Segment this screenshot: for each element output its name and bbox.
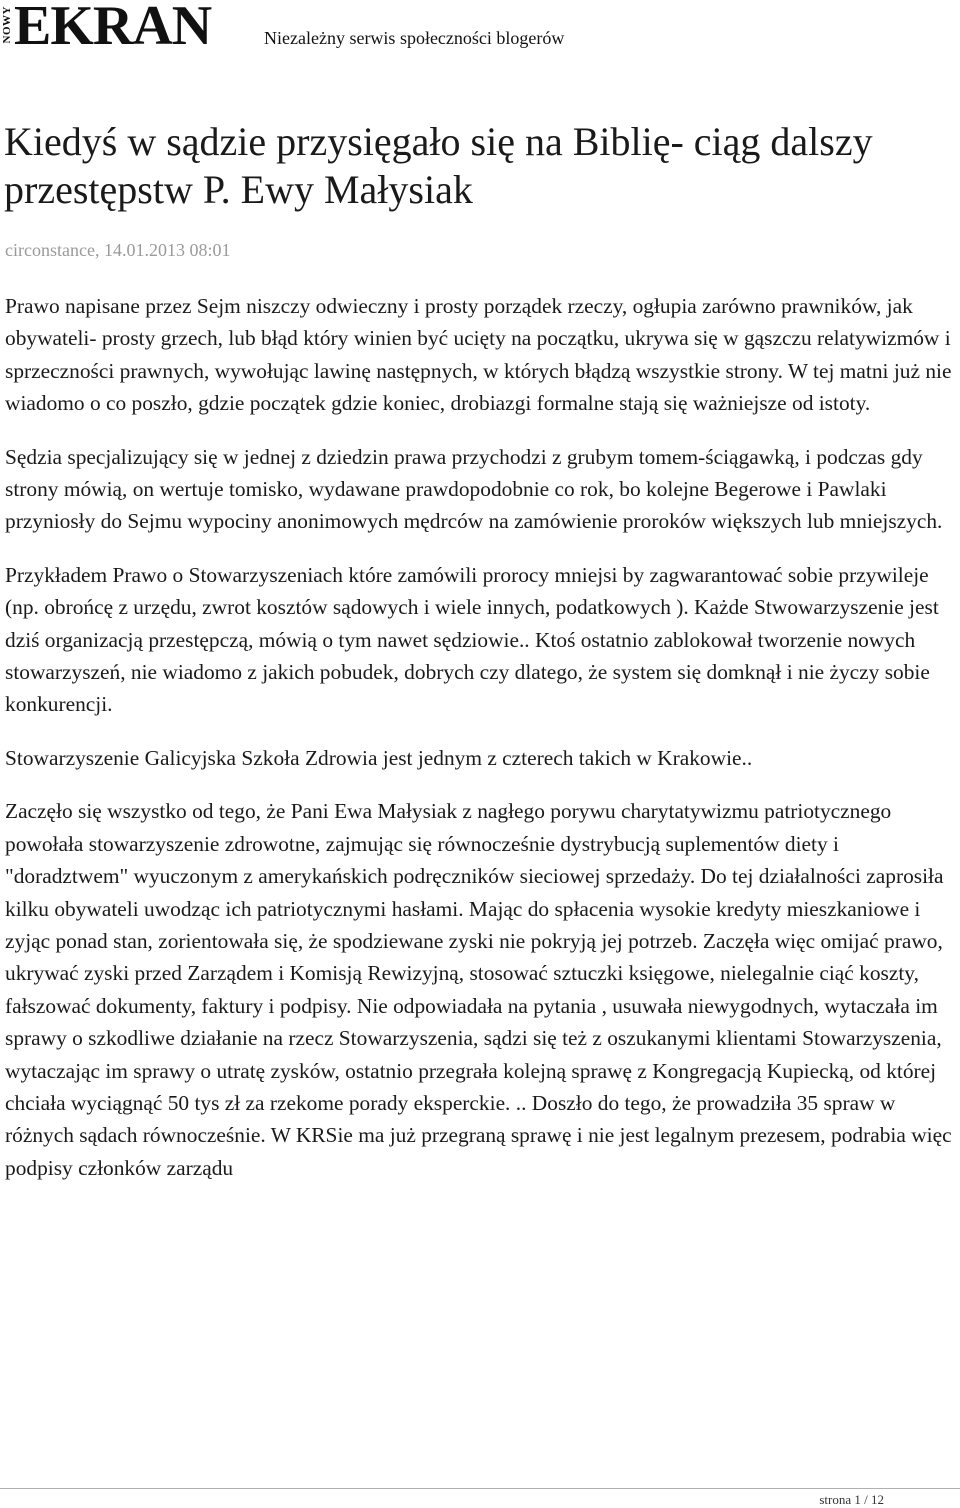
page-number: strona 1 / 12 (819, 1492, 884, 1507)
article-meta: circonstance, 14.01.2013 08:01 (5, 240, 231, 260)
site-logo[interactable] (1, 0, 212, 57)
article-paragraph: Sędzia specjalizujący się w jednej z dziedzin prawa przychodzi z grubym tomem-ściągawką, i podczas gdy strony mówią, on wertuje tomisko, wydawane prawdopodobnie co rok, bo kolejne Begerowe i Pawlaki przyniosły do Sejmu wypociny anonimowych mędrców na zamówienie proroków większych lub mniejszych. (5, 444, 943, 534)
article-paragraph: Prawo napisane przez Sejm niszczy odwieczny i prosty porządek rzeczy, ogłupia zarówno prawników, jak obywateli- prosty grzech, lub błąd który winien być ucięty na początku, ukrywa się w gąszczu relatywizmów i sprzeczności prawnych, wywołując lawinę następnych, w których błądzą wszystkie strony. W tej matni już nie wiadomo o co poszło, gdzie początek gdzie koniec, drobiazgi formalne stają się ważniejsze od istoty. (5, 294, 952, 416)
logo-main-text: EKRAN (14, 0, 212, 57)
logo-side-text: NOWY (1, 6, 13, 44)
article-paragraph: Stowarzyszenie Galicyjska Szkoła Zdrowia jest jednym z czterech takich w Krakowie.. (5, 745, 753, 770)
article-paragraph: Przykładem Prawo o Stowarzyszeniach które zamówili prorocy mniejsi by zagwarantować sobie przywileje (np. obrońcę z urzędu, zwrot kosztów sądowych i wiele innych, podatkowych ). Każde Stwowarzyszenie jest dziś organizacją przestępczą, mówią o tym nawet sędziowie.. Ktoś ostatnio zablokował tworzenie nowych stowarzyszeń, nie wiadomo z jakich pobudek, dobrych czy dlatego, że system się domknął i nie życzy sobie konkurencji. (5, 562, 939, 717)
masthead (0, 0, 960, 60)
site-tagline: Niezależny serwis społeczności blogerów (264, 28, 565, 48)
article-body (5, 290, 955, 1205)
footer-divider (0, 1488, 960, 1489)
article-paragraph: Zaczęło się wszystko od tego, że Pani Ewa Małysiak z nagłego porywu charytatywizmu patriotycznego powołała stowarzyszenie zdrowotne, zajmując się równocześnie dystrybucją suplementów diety i "doradztwem" wyuczonym z amerykańskich podręczników sieciowej sprzedaży. Do tej działalności zaprosiła kilku obywateli uwodząc ich patriotycznymi hasłami. Mając do spłacenia wysokie kredyty mieszkaniowe i zyjąc ponad stan, zorientowała się, że spodziewane zyski nie pokryją jej potrzeb. Zaczęła więc omijać prawo, ukrywać zyski przed Zarządem i Komisją Rewizyjną, stosować sztuczki księgowe, nielegalnie ciąć koszty, fałszować dokumenty, faktury i podpisy. Nie odpowiadała na pytania , usuwała niewygodnych, wytaczała im sprawy o szkodliwe działanie na rzecz Stowarzyszenia, sądzi się też z oszukanymi klientami Stowarzyszenia, wytaczając im sprawy o utratę zysków, ostatnio przegrała kolejną sprawę z Kongregacją Kupiecką, od której chciała wyciągnąć 50 tys zł za rzekome porady eksperckie. .. Doszło do tego, że prowadziła 35 spraw w różnych sądach równocześnie. W KRSie ma już przegraną sprawę i nie jest legalnym prezesem, podrabia więc podpisy członków zarządu (5, 799, 952, 1180)
article-title: Kiedyś w sądzie przysięgało się na Biblię- ciąg dalszy przestępstw P. Ewy Małysiak (4, 119, 873, 212)
